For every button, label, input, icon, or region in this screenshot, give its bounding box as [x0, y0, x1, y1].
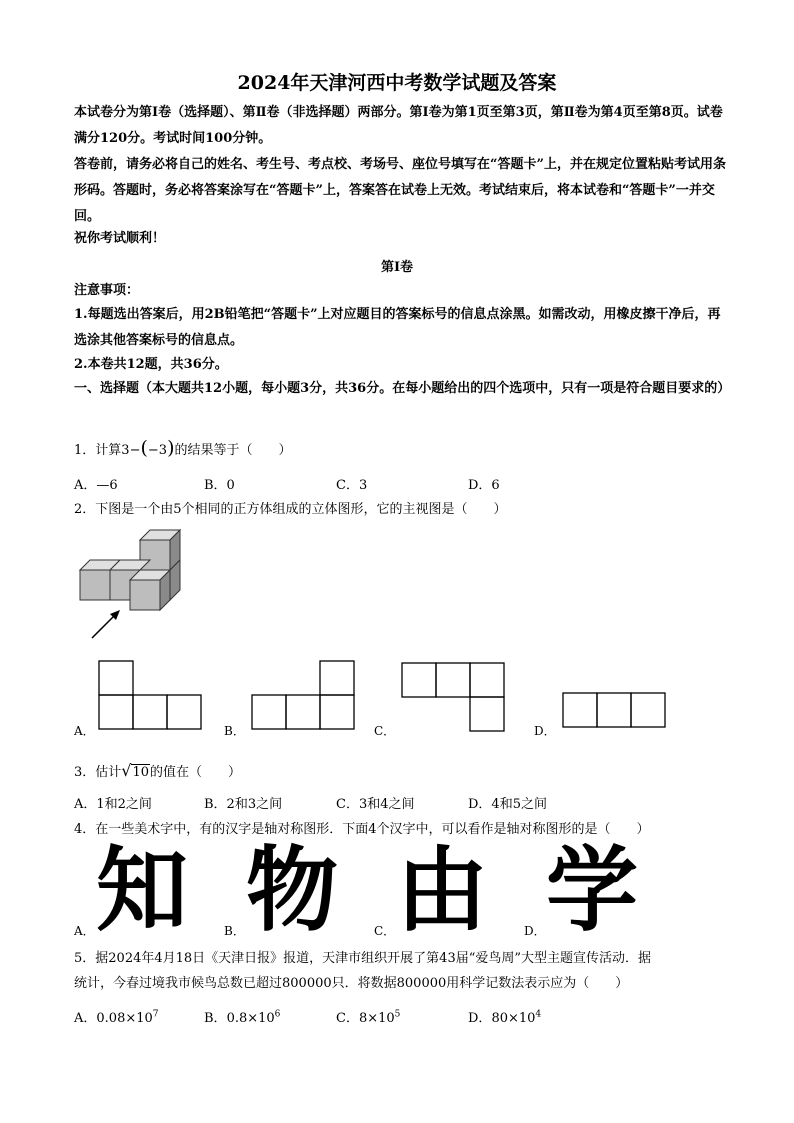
q2-option-d-figure[interactable]	[562, 692, 668, 730]
note-2: 2.本卷共12题，共36分。	[74, 357, 228, 372]
q2-option-a-figure[interactable]	[98, 660, 204, 730]
q2-option-a-label[interactable]: A．	[74, 724, 95, 738]
q1-option-c[interactable]: C．3	[336, 478, 368, 493]
question-2-stem: 2．下图是一个由5个相同的正方体组成的立体图形，它的主视图是（ ）	[74, 502, 507, 517]
q2-option-d-label[interactable]: D．	[534, 724, 556, 738]
intro-wish: 祝你考试顺利！	[74, 231, 166, 246]
q4-option-b-char[interactable]: 物	[246, 837, 339, 944]
q5-option-c[interactable]: C．$8\times 10^5$	[336, 1009, 401, 1026]
part1-heading: 一、选择题（本大题共12小题，每小题3分，共36分。在每小题给出的四个选项中，只有一项是符合题目要求的）	[74, 381, 731, 396]
q4-option-d-char[interactable]: 学	[546, 837, 639, 944]
q5-option-a[interactable]: A．$0.08\times 10^7$	[74, 1009, 159, 1026]
q5-option-d[interactable]: D．$80\times 10^4$	[468, 1009, 542, 1026]
section-title: 第Ⅰ卷	[380, 260, 414, 275]
q2-option-b-label[interactable]: B．	[224, 724, 245, 738]
q3-option-d[interactable]: D．4和5之间	[468, 797, 547, 812]
q1-option-b[interactable]: B．0	[204, 478, 235, 493]
q4-option-c-label[interactable]: C．	[374, 924, 396, 938]
intro-paragraph-2: 答卷前，请务必将自己的姓名、考生号、考点校、考场号、座位号填写在“答题卡”上，并在规定位置粘贴考试用条形码。答题时，务必将答案涂写在“答题卡”上，答案答在试卷上无效。考试结束后，将本试卷和“答题卡”一并交回。	[74, 157, 726, 224]
notes-heading: 注意事项：	[74, 283, 140, 298]
q2-option-c-label[interactable]: C．	[374, 724, 396, 738]
q3-option-b[interactable]: B．2和3之间	[204, 797, 283, 812]
q1-option-d[interactable]: D．6	[468, 478, 500, 493]
question-5-line-1: 5．据2024年4月18日《天津日报》报道，天津市组织开展了第43届“爱鸟周”大型主题宣传活动．据	[74, 951, 652, 966]
question-1-stem: 1．计算3−(−3)的结果等于（ ）	[74, 437, 292, 459]
q4-option-c-char[interactable]: 由	[396, 837, 489, 944]
q3-option-c[interactable]: C．3和4之间	[336, 797, 415, 812]
question-5-line-2: 统计，今春过境我市候鸟总数已超过800000只．将数据800000用科学记数法表示应为（ ）	[74, 976, 629, 991]
cube-stack-figure	[76, 526, 196, 644]
q4-option-d-label[interactable]: D．	[524, 924, 546, 938]
q4-option-a-char[interactable]: 知	[96, 837, 189, 944]
q4-option-b-label[interactable]: B．	[224, 924, 245, 938]
note-1: 1.每题选出答案后，用2B铅笔把“答题卡”上对应题目的答案标号的信息点涂黑。如需改动，用橡皮擦干净后，再选涂其他答案标号的信息点。	[74, 307, 721, 348]
q1-option-a[interactable]: A．—6	[74, 478, 118, 493]
q2-option-c-figure[interactable]	[401, 662, 507, 732]
q3-option-a[interactable]: A．1和2之间	[74, 797, 152, 812]
question-4-stem: 4．在一些美术字中，有的汉字是轴对称图形．下面4个汉字中，可以看作是轴对称图形的是（ ）	[74, 822, 650, 837]
q4-option-a-label[interactable]: A．	[74, 924, 95, 938]
intro-paragraph-1: 本试卷分为第Ⅰ卷（选择题）、第Ⅱ卷（非选择题）两部分。第Ⅰ卷为第1页至第3页，第Ⅱ卷为第4页至第8页。试卷满分120分。考试时间100分钟。	[74, 105, 723, 146]
square-root-sign: √	[121, 761, 132, 780]
q2-option-b-figure[interactable]	[251, 660, 357, 730]
page-title: 2024年天津河西中考数学试题及答案	[237, 72, 557, 94]
question-3-stem: 3．估计√10的值在（ ）	[74, 761, 242, 780]
q5-option-b[interactable]: B．$0.8\times 10^6$	[204, 1009, 281, 1026]
